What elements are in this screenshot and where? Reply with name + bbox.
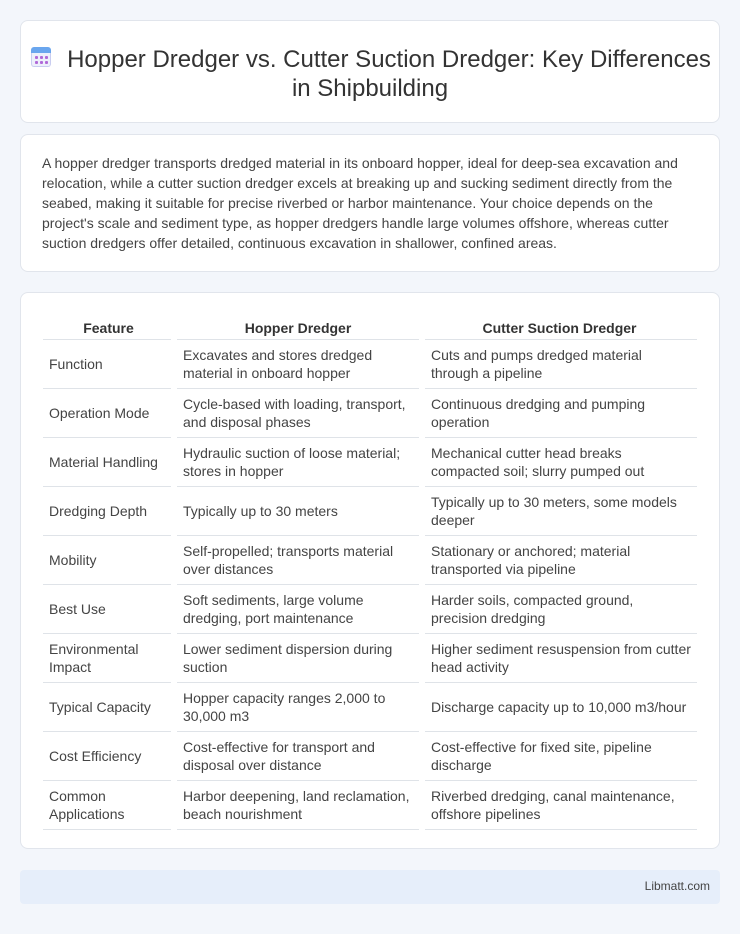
- cutter-cell: Cuts and pumps dredged material through a pipeline: [422, 339, 697, 388]
- hopper-cell: Soft sediments, large volume dredging, port maintenance: [174, 584, 422, 633]
- summary-text: A hopper dredger transports dredged material in its onboard hopper, ideal for deep-sea excavation and relocation, while a cutter suction dredger excels at breaking up and sucking sediment directly from the seabed, making it suitable for precise riverbed or harbor maintenance. Your choice depends on the project's scale and sediment type, as hopper dredgers handle large volumes offshore, whereas cutter suction dredgers offer detailed, continuous excavation in shallower, confined areas.: [42, 155, 678, 251]
- table-row: [43, 437, 697, 486]
- page-title-block: [21, 45, 719, 103]
- cutter-cell: Mechanical cutter head breaks compacted soil; slurry pumped out: [422, 437, 697, 486]
- cutter-cell: Harder soils, compacted ground, precision dredging: [422, 584, 697, 633]
- hopper-cell: Self-propelled; transports material over distances: [174, 535, 422, 584]
- hopper-cell: Cost-effective for transport and disposal over distance: [174, 731, 422, 780]
- hopper-cell: Typically up to 30 meters: [174, 486, 422, 535]
- cutter-cell: Higher sediment resuspension from cutter head activity: [422, 633, 697, 682]
- cutter-cell: Continuous dredging and pumping operation: [422, 388, 697, 437]
- table-row: [43, 486, 697, 535]
- cutter-cell: Typically up to 30 meters, some models deeper: [422, 486, 697, 535]
- cutter-cell: Cost-effective for fixed site, pipeline discharge: [422, 731, 697, 780]
- table-row: [43, 780, 697, 829]
- header-hopper-dredger: Hopper Dredger: [174, 315, 422, 339]
- comparison-table: [43, 315, 697, 830]
- hopper-cell: Excavates and stores dredged material in onboard hopper: [174, 339, 422, 388]
- feature-cell: Material Handling: [43, 437, 174, 486]
- feature-cell: Common Applications: [43, 780, 174, 829]
- header-cutter-suction-dredger: Cutter Suction Dredger: [422, 315, 697, 339]
- table-row: [43, 535, 697, 584]
- footer-brand: Libmatt.com: [644, 879, 710, 893]
- feature-cell: Cost Efficiency: [43, 731, 174, 780]
- cutter-cell: Stationary or anchored; material transported via pipeline: [422, 535, 697, 584]
- comparison-card: [20, 292, 720, 849]
- cutter-cell: Riverbed dredging, canal maintenance, offshore pipelines: [422, 780, 697, 829]
- table-row: [43, 388, 697, 437]
- feature-cell: Dredging Depth: [43, 486, 174, 535]
- hopper-cell: Hopper capacity ranges 2,000 to 30,000 m3: [174, 682, 422, 731]
- table-row: [43, 731, 697, 780]
- hopper-cell: Lower sediment dispersion during suction: [174, 633, 422, 682]
- title-card: [20, 20, 720, 123]
- table-row: [43, 633, 697, 682]
- feature-cell: Function: [43, 339, 174, 388]
- hopper-cell: Cycle-based with loading, transport, and disposal phases: [174, 388, 422, 437]
- table-row: [43, 682, 697, 731]
- cutter-cell: Discharge capacity up to 10,000 m3/hour: [422, 682, 697, 731]
- feature-cell: Typical Capacity: [43, 682, 174, 731]
- feature-cell: Best Use: [43, 584, 174, 633]
- table-header-row: [43, 315, 697, 339]
- feature-cell: Environmental Impact: [43, 633, 174, 682]
- summary-card: [20, 134, 720, 272]
- hopper-cell: Harbor deepening, land reclamation, beach nourishment: [174, 780, 422, 829]
- feature-cell: Operation Mode: [43, 388, 174, 437]
- table-row: [43, 584, 697, 633]
- feature-cell: Mobility: [43, 535, 174, 584]
- hopper-cell: Hydraulic suction of loose material; stores in hopper: [174, 437, 422, 486]
- table-row: [43, 339, 697, 388]
- calendar-icon: [29, 45, 53, 69]
- header-feature: Feature: [43, 315, 174, 339]
- page-title: Hopper Dredger vs. Cutter Suction Dredger: Key Differences in Shipbuilding: [67, 46, 711, 102]
- footer: [20, 870, 720, 904]
